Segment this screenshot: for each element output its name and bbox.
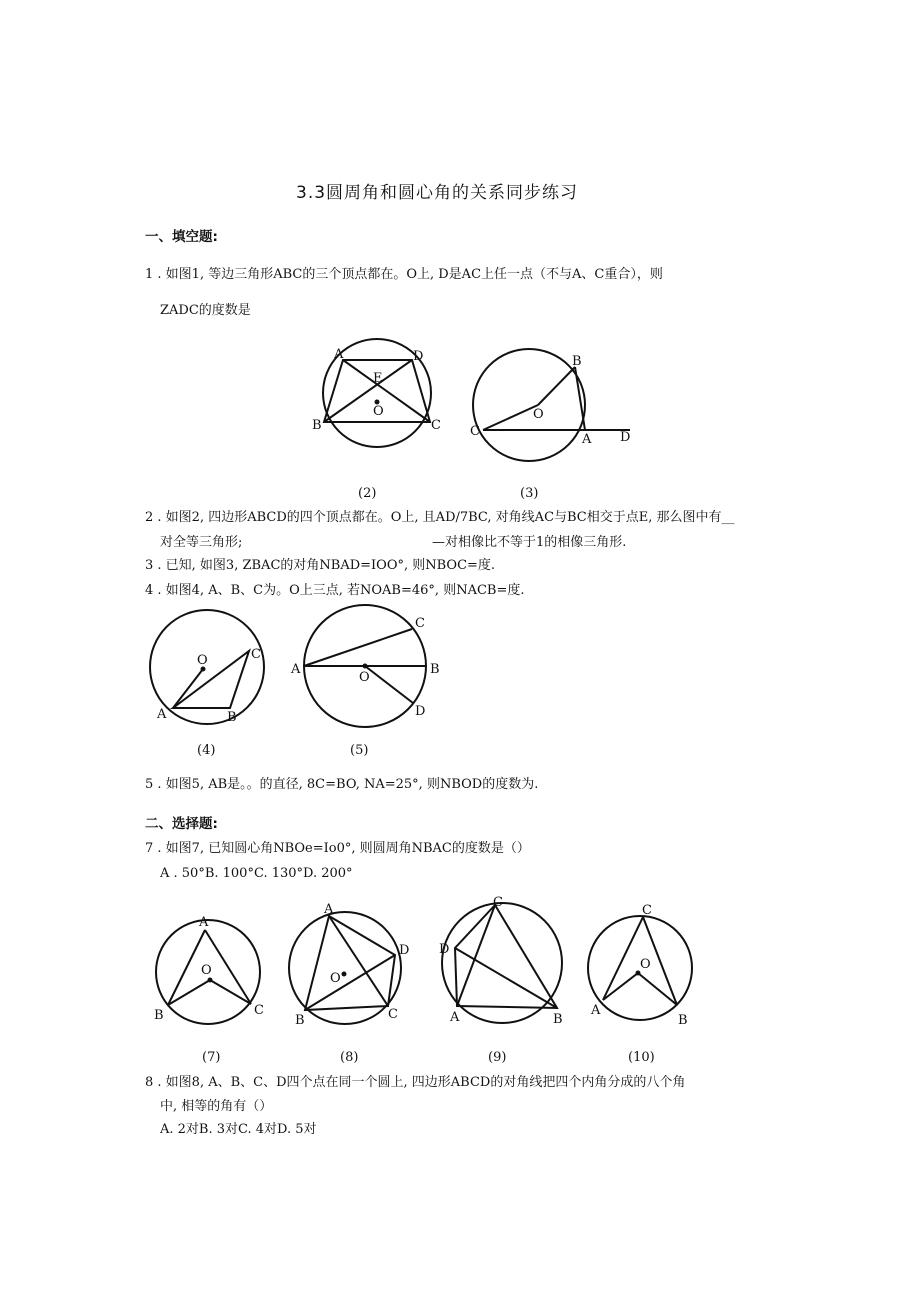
figure-4-label-a: A <box>157 707 167 722</box>
figure-7-caption: (7) <box>202 1050 221 1065</box>
figure-7-segment-ac <box>205 930 251 1004</box>
question-8-line-1: 8 . 如图8, A、B、C、D四个点在同一个圆上, 四边形ABCD的对角线把四个内角分成的八个角 <box>145 1075 686 1090</box>
figure-4-caption: (4) <box>197 743 216 758</box>
figure-2-caption: (2) <box>358 486 377 501</box>
figure-5-label-b: B <box>430 662 440 677</box>
question-2-line-1: 2 . 如图2, 四边形ABCD的四个顶点都在。O上, 且AD/7BC, 对角线AC与BC相交于点E, 那么图中有__ <box>145 510 735 525</box>
question-5: 5 . 如图5, AB是。。的直径, 8C=BO, NA=25°, 则NBOD的度数为. <box>145 777 539 792</box>
question-8-options: A. 2对B. 3对C. 4对D. 5对 <box>160 1122 317 1137</box>
figure-9-label-d: D <box>439 942 450 957</box>
figure-4-label-c: C <box>251 647 261 662</box>
question-8-line-2: 中, 相等的角有（） <box>160 1099 273 1114</box>
figure-4-label-b: B <box>227 710 237 725</box>
figure-2-diagonal-bd <box>324 360 412 422</box>
figure-3-label-o: O <box>533 407 544 422</box>
section-heading-fill-blank: 一、填空题: <box>145 229 218 245</box>
question-1-line-1: 1 . 如图1, 等边三角形ABC的三个顶点都在。O上, D是AC上任一点（不与A、C重合），则 <box>145 267 663 282</box>
figure-2 <box>310 340 450 440</box>
figure-2-label-b: B <box>312 418 322 433</box>
page-title: 3.3圆周角和圆心角的关系同步练习 <box>296 183 579 203</box>
section-heading-multiple-choice: 二、选择题: <box>145 816 218 832</box>
figure-10-label-a: A <box>591 1003 601 1018</box>
figure-5-label-c: C <box>415 616 425 631</box>
figure-9-circle <box>442 903 562 1023</box>
figure-10-caption: (10) <box>628 1050 655 1065</box>
figure-2-label-a: A <box>334 347 344 362</box>
figure-2-label-o: O <box>373 404 384 419</box>
figure-4-label-o: O <box>197 653 208 668</box>
question-3: 3 . 已知, 如图3, ZBAC的对角NBAD=IOO°, 则NBOC=度. <box>145 558 496 573</box>
question-4: 4 . 如图4, A、B、C为。O上三点, 若NOAB=46°, 则NACB=度. <box>145 583 525 598</box>
figure-8-label-c: C <box>388 1007 398 1022</box>
figure-10-segment-ca <box>603 917 643 1000</box>
figure-3-label-a: A <box>582 432 592 447</box>
figure-9-label-a: A <box>450 1010 460 1025</box>
figure-9-label-b: B <box>553 1012 563 1027</box>
figure-5-center-point <box>363 664 368 669</box>
figure-8-label-d: D <box>399 943 410 958</box>
figure-5-label-d: D <box>415 704 426 719</box>
figure-9-caption: (9) <box>488 1050 507 1065</box>
figure-3 <box>465 345 635 445</box>
figure-9-label-c: C <box>493 895 503 910</box>
question-2-line-2-part-2: —对相像比不等于1的相像三角形. <box>432 535 627 550</box>
question-2-line-2-part-1: 对全等三角形; <box>160 535 243 550</box>
figure-10-label-b: B <box>678 1013 688 1028</box>
figure-3-segment-ob <box>538 367 575 405</box>
figure-5-label-o: O <box>359 670 370 685</box>
figure-7-segment-oc <box>210 980 251 1004</box>
figure-3-label-b: B <box>572 354 582 369</box>
figure-7-label-o: O <box>201 963 212 978</box>
figure-5-segment-od <box>365 666 413 703</box>
figure-2-diagonal-ac <box>343 360 430 422</box>
figure-7-label-b: B <box>154 1008 164 1023</box>
figure-10-label-o: O <box>640 957 651 972</box>
figure-3-label-c: C <box>470 424 480 439</box>
figure-3-circle <box>473 349 585 461</box>
figure-10-label-c: C <box>642 903 652 918</box>
figure-8-label-b: B <box>295 1013 305 1028</box>
figure-2-label-e: E <box>373 371 383 386</box>
figure-5-caption: (5) <box>350 743 369 758</box>
figure-8-diagonal-bd <box>305 955 395 1010</box>
figure-8-center-point <box>342 972 347 977</box>
question-1-line-2: ZADC的度数是 <box>160 303 251 318</box>
figure-8-caption: (8) <box>340 1050 359 1065</box>
question-7-options: A . 50°B. 100°C. 130°D. 200° <box>160 866 353 881</box>
figure-9-diagonal-db <box>455 948 557 1008</box>
figure-8-label-o: O <box>330 971 341 986</box>
figure-3-label-d: D <box>620 430 631 445</box>
figure-5-label-a: A <box>291 662 301 677</box>
figure-7-center-point <box>208 978 213 983</box>
figure-3-segment-ba <box>575 367 585 430</box>
figure-5-segment-ac <box>304 629 412 666</box>
figure-7-label-c: C <box>254 1003 264 1018</box>
figure-10-segment-ao <box>603 973 638 1000</box>
figure-10 <box>585 900 700 1030</box>
figure-8 <box>285 898 415 1028</box>
figure-4-triangle-abc <box>173 651 249 708</box>
figure-3-caption: (3) <box>520 486 539 501</box>
figure-5 <box>288 603 448 733</box>
figure-9-diagonal-ca <box>457 905 495 1006</box>
figure-2-label-c: C <box>431 418 441 433</box>
figure-8-diagonal-ac <box>329 916 388 1006</box>
figure-7 <box>150 910 275 1030</box>
figure-9 <box>435 893 575 1028</box>
figure-8-label-a: A <box>324 902 334 917</box>
figure-7-label-a: A <box>199 915 209 930</box>
figure-4 <box>145 615 275 730</box>
figure-2-label-d: D <box>413 349 424 364</box>
figure-3-segment-co <box>483 405 538 430</box>
question-7-line-1: 7 . 如图7, 已知圆心角NBOe=Io0°, 则圆周角NBAC的度数是（） <box>145 841 530 856</box>
